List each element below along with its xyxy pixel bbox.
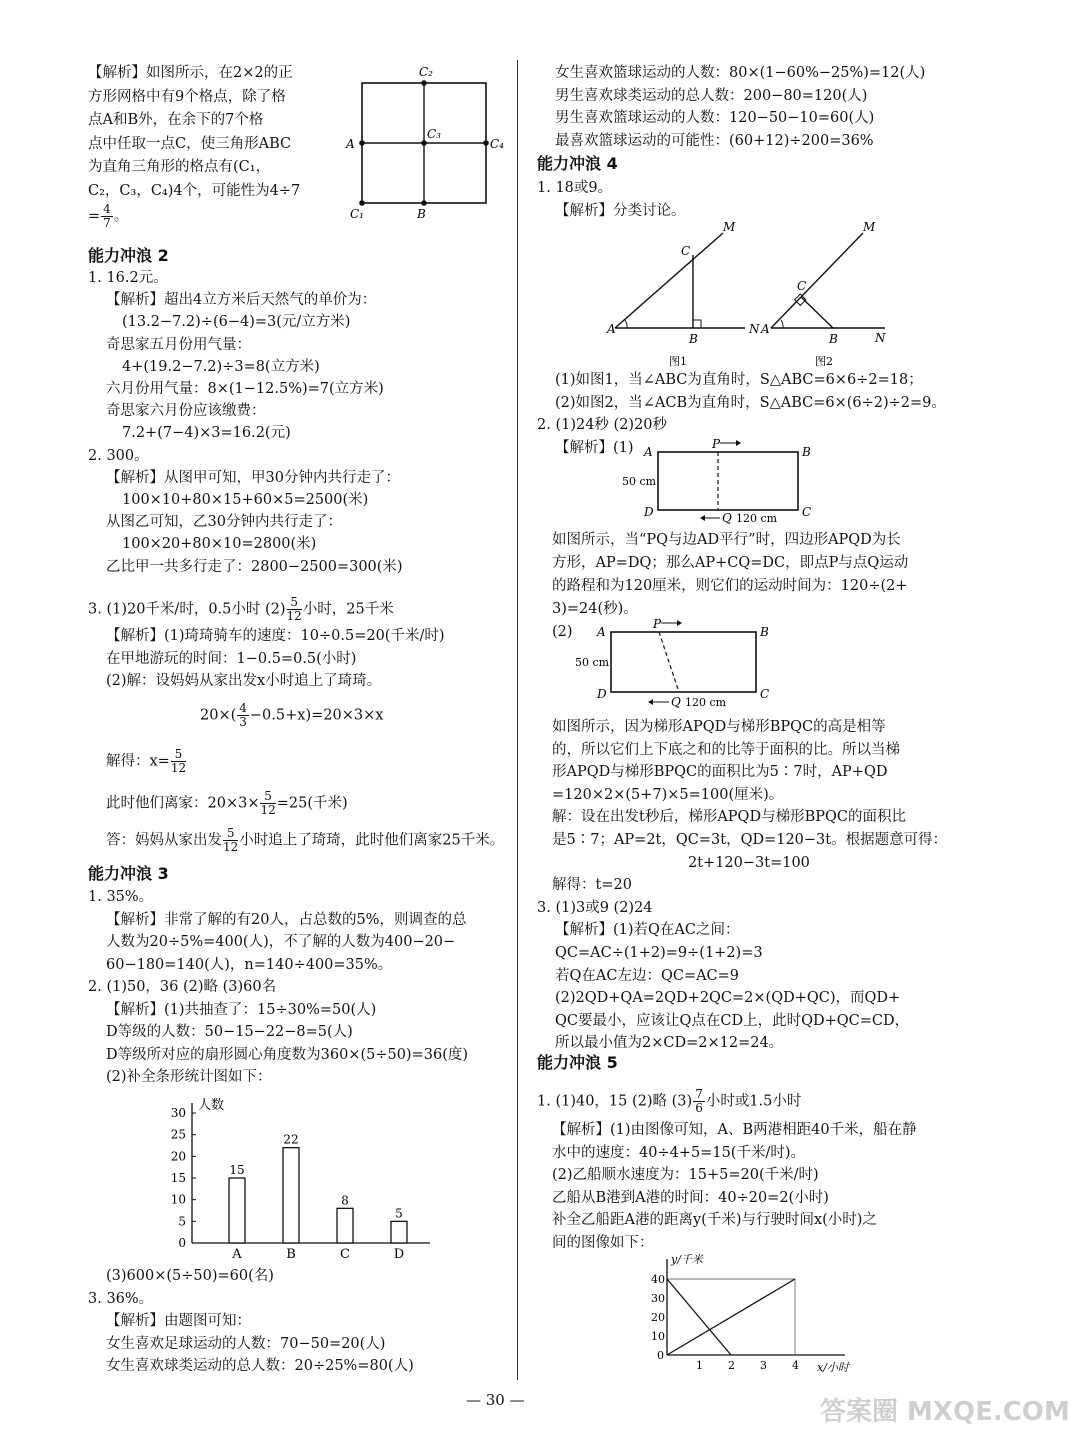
equation-1: 20×( $\frac{4}{3}$ −0.5+x)=20×3×x: [200, 701, 384, 729]
fig2-caption: 图2: [815, 355, 833, 368]
text-line: (13.2−7.2)÷(6−4)=3(元/立方米): [122, 314, 351, 331]
bar-c: [337, 1208, 353, 1243]
text-line: 【解析】从图甲可知，甲30分钟内共行走了：: [106, 469, 400, 486]
solution-x: 解得：x= $\frac{5}{12}$: [106, 747, 187, 775]
svg-text:C: C: [681, 244, 691, 258]
triangle-figures: [605, 215, 905, 375]
text-line: 【解析】分类讨论。: [555, 202, 686, 219]
text-line: 60−180=140(人)，n=140÷400=35%。: [106, 956, 393, 973]
s5-q1-answer: 1. (1)40，15 (2)略 (3) $\frac{7}{6}$ 小时或1.5小时: [537, 1087, 802, 1115]
text-line: (2)2QD+QA=2QD+2QC=2×(QD+QC)，而QD+: [555, 990, 901, 1007]
text-line: (2)如图2，当∠ACB为直角时，S△ABC=6×(6÷2)÷2=9。: [555, 394, 946, 411]
text-line: 【解析】(1): [555, 439, 634, 456]
text-line: 若Q在AC左边：QC=AC=9: [555, 967, 740, 984]
text-line: 所以最小值为2×CD=2×12=24。: [555, 1035, 784, 1052]
text-line: 100×20+80×10=2800(米): [122, 536, 317, 553]
y-tick-label: 15: [170, 1171, 186, 1185]
bar-b: [283, 1148, 299, 1243]
svg-text:N: N: [749, 322, 760, 336]
text-line: 奇思家五月份用气量：: [106, 336, 251, 353]
svg-text:A: A: [644, 445, 653, 459]
svg-text:120 cm: 120 cm: [685, 696, 727, 709]
svg-text:x/小时: x/小时: [817, 1361, 849, 1374]
y-axis-label: 人数: [198, 1098, 225, 1113]
grid-figure: [340, 60, 510, 220]
y-tick-label: 30: [170, 1106, 186, 1120]
text-line: 男生喜欢球类运动的总人数：200−80=120(人): [555, 87, 868, 104]
data-label: 22: [283, 1132, 299, 1147]
svg-text:D: D: [597, 687, 607, 701]
text-line: 2. 300。: [88, 447, 149, 464]
text-line: 【解析】(1)由图像可知，A、B两港相距40千米，船在静: [552, 1122, 917, 1138]
svg-text:D: D: [644, 505, 654, 519]
text-line: 【解析】(1)琦琦骑车的速度：10÷0.5=20(千米/时): [106, 628, 445, 644]
label-c4: C₄: [490, 137, 504, 151]
svg-text:50 cm: 50 cm: [622, 475, 657, 488]
fraction: $\frac{4}{7}$: [103, 202, 111, 230]
text-line: 点A和B外，在余下的7个格: [88, 112, 264, 128]
text-line: 人数为20÷5%=400(人)，不了解的人数为400−20−: [106, 934, 456, 950]
fig1-caption: 图1: [669, 355, 687, 368]
q3-answer: 3. (1)20千米/时，0.5小时 (2) $\frac{5}{12}$ 小时，25千米: [88, 595, 394, 623]
section-title-3: 能力冲浪 3: [88, 864, 169, 883]
svg-text:4: 4: [792, 1359, 799, 1372]
text-line: 1. 35%。: [88, 889, 154, 905]
text-line: 解：设在出发t秒后，梯形APQD与梯形BPQC的面积比: [552, 809, 906, 826]
text-line: 【解析】由题图可知：: [106, 1313, 251, 1329]
text-line: D等级所对应的扇形圆心角度数为360×(5÷50)=36(度): [106, 1046, 469, 1063]
data-label: 8: [341, 1193, 349, 1208]
text-line: 在甲地游玩的时间：1−0.5=0.5(小时): [106, 650, 357, 667]
svg-text:C: C: [760, 687, 770, 701]
svg-text:A: A: [761, 322, 770, 336]
category-label: A: [232, 1247, 242, 1262]
label-b: B: [417, 207, 426, 221]
text-line: 4+(19.2−7.2)÷3=8(立方米): [122, 358, 320, 375]
text-line: 形APQD与梯形BPQC的面积比为5∶7时，AP+QD: [552, 764, 888, 781]
text-line: 解得：t=20: [552, 877, 632, 894]
y-tick-label: 0: [178, 1236, 186, 1250]
svg-text:P: P: [712, 437, 721, 451]
text-line: 100×10+80×15+60×5=2500(米): [122, 492, 369, 508]
page-number: — 30 —: [466, 1391, 525, 1409]
rectangle-figure-2: [573, 616, 773, 716]
text-line: 点中任取一点C，使三角形ABC: [88, 135, 292, 152]
rectangle-figure-1: [620, 437, 820, 530]
y-tick-label: 10: [170, 1192, 186, 1207]
text-line: 1. 18或9。: [537, 180, 613, 196]
y-tick-label: 20: [170, 1149, 186, 1164]
bar-chart: [150, 1090, 450, 1270]
final-answer: 答：妈妈从家出发 $\frac{5}{12}$ 小时追上了琦琦，此时他们离家25千米。: [106, 826, 505, 854]
line-graph: [645, 1255, 855, 1375]
svg-text:P: P: [653, 617, 662, 631]
svg-text:A: A: [597, 625, 606, 639]
text-line: 2t+120−3t=100: [688, 854, 810, 871]
svg-text:120 cm: 120 cm: [736, 512, 778, 525]
text-line: (3)600×(5÷50)=60(名): [106, 1268, 274, 1284]
text-line: 【解析】非常了解的有20人，占总数的5%，则调查的总: [106, 911, 467, 928]
text-line: 最喜欢篮球运动的可能性：(60+12)÷200=36%: [555, 132, 874, 149]
svg-text:Q: Q: [671, 695, 681, 709]
label-c3: C₃: [427, 127, 441, 141]
svg-text:C: C: [797, 279, 807, 293]
section-title-2: 能力冲浪 2: [88, 246, 169, 265]
text-line: 的路程和为120厘米，则它们的运动时间为：120÷(2+: [552, 578, 908, 594]
text-line: 3)=24(秒)。: [552, 601, 638, 617]
svg-text:3: 3: [760, 1359, 767, 1372]
svg-text:B: B: [760, 625, 769, 639]
svg-text:A: A: [607, 322, 616, 336]
text-line: D等级的人数：50−15−22−8=5(人): [106, 1024, 353, 1040]
svg-text:50 cm: 50 cm: [575, 656, 610, 669]
text-line: 3. 36%。: [88, 1290, 154, 1307]
svg-text:B: B: [689, 332, 698, 346]
text-line: 3. (1)3或9 (2)24: [537, 899, 653, 916]
data-label: 15: [229, 1163, 245, 1177]
text-line: QC=AC÷(1+2)=9÷(1+2)=3: [555, 945, 763, 961]
text-line: (2)补全条形统计图如下：: [106, 1069, 272, 1085]
part-2-label: (2): [552, 624, 573, 640]
y-tick-label: 25: [170, 1127, 186, 1142]
text-line: =120×2×(5+7)×5=100(厘米)。: [552, 786, 784, 803]
svg-text:20: 20: [651, 1311, 665, 1324]
text-line: 7.2+(7−4)×3=16.2(元): [122, 425, 291, 442]
label-c1: C₁: [350, 207, 364, 221]
svg-text:1: 1: [696, 1359, 703, 1372]
text-line: 女生喜欢足球运动的人数：70−50=20(人): [106, 1335, 386, 1352]
text-line: 乙船从B港到A港的时间：40÷20=2(小时): [552, 1189, 829, 1206]
section-title-5: 能力冲浪 5: [537, 1053, 618, 1072]
text-line: 六月份用气量：8×(1−12.5%)=7(立方米): [106, 381, 384, 397]
text-line: 的，所以它们上下底之和的比等于面积的比。所以当梯: [552, 741, 900, 758]
svg-text:y/千米: y/千米: [671, 1253, 703, 1266]
text-line: 是5∶7；AP=2t，QC=3t，QD=120−3t。根据题意可得：: [552, 832, 948, 848]
text-line: 水中的速度：40÷4+5=15(千米/时)。: [552, 1144, 805, 1161]
intro-result: = $\frac{4}{7}$ 。: [88, 202, 129, 230]
svg-text:30: 30: [651, 1292, 665, 1305]
svg-text:2: 2: [728, 1359, 735, 1372]
bar-a: [229, 1178, 245, 1243]
category-label: B: [286, 1247, 296, 1262]
text-line: (2)乙船顺水速度为：15+5=20(千米/时): [552, 1167, 819, 1183]
svg-text:B: B: [829, 332, 838, 346]
text-line: 为直角三角形的格点有(C₁，: [88, 159, 271, 175]
text-line: 【解析】(1)共抽查了：15÷30%=50(人): [106, 1001, 377, 1018]
text-line: 男生喜欢篮球运动的人数：120−50−10=60(人): [555, 110, 875, 126]
text-line: 女生喜欢球类运动的总人数：20÷25%=80(人): [106, 1358, 414, 1374]
text-line: 间的图像如下：: [552, 1234, 654, 1251]
svg-text:Q: Q: [722, 511, 732, 525]
svg-text:B: B: [802, 445, 811, 459]
text-line: (1)如图1，当∠ABC为直角时，S△ABC=6×6÷2=18；: [555, 372, 923, 388]
column-divider: [517, 60, 518, 1380]
svg-text:M: M: [863, 220, 876, 234]
text-line: 奇思家六月份应该缴费：: [106, 403, 266, 420]
y-tick-label: 5: [178, 1214, 186, 1229]
text-line: 2. (1)24秒 (2)20秒: [537, 417, 668, 433]
svg-text:M: M: [723, 220, 736, 234]
watermark: 答案圈 MXQE.COM: [820, 1397, 1070, 1427]
text-line: 1. 16.2元。: [88, 270, 168, 286]
text-line: 【解析】(1)若Q在AC之间：: [555, 922, 740, 939]
label-c2: C₂: [419, 65, 433, 79]
data-label: 5: [395, 1206, 403, 1221]
svg-text:C: C: [802, 505, 812, 519]
category-label: D: [393, 1247, 405, 1262]
distance-line: 此时他们离家：20×3× $\frac{5}{12}$ =25(千米): [106, 789, 348, 817]
text-line: 方形网格中有9个格点，除了格: [88, 88, 286, 105]
text-line: 【解析】超出4立方米后天然气的单价为：: [106, 292, 377, 309]
section-title-4: 能力冲浪 4: [537, 154, 618, 173]
bar-d: [391, 1221, 407, 1243]
text-line: 补全乙船距A港的距离y(千米)与行驶时间x(小时)之: [552, 1212, 877, 1228]
svg-text:N: N: [875, 331, 886, 345]
text-line: (2)解：设妈妈从家出发x小时追上了琦琦。: [106, 673, 382, 689]
text-line: 【解析】如图所示，在2×2的正: [88, 65, 293, 81]
text-line: 如图所示，因为梯形APQD与梯形BPQC的高是相等: [552, 719, 886, 735]
text-line: 从图乙可知，乙30分钟内共行走了：: [106, 514, 342, 531]
text-line: QC要最小，应该让Q点在CD上，此时QD+QC=CD，: [555, 1012, 910, 1029]
text-line: C₂，C₃，C₄)4个，可能性为4÷7: [88, 182, 301, 199]
svg-text:0: 0: [657, 1349, 664, 1362]
text-line: 乙比甲一共多行走了：2800−2500=300(米): [106, 558, 403, 575]
text-line: 2. (1)50，36 (2)略 (3)60名: [88, 979, 277, 995]
text-line: 方形，AP=DQ；那么AP+CQ=DC，即点P与点Q运动: [552, 555, 909, 571]
label-a: A: [346, 137, 355, 151]
svg-text:40: 40: [651, 1273, 665, 1286]
category-label: C: [340, 1247, 350, 1262]
text-line: 如图所示，当“PQ与边AD平行”时，四边形APQD为长: [552, 532, 901, 548]
svg-text:10: 10: [651, 1330, 665, 1343]
text-line: 女生喜欢篮球运动的人数：80×(1−60%−25%)=12(人): [555, 65, 926, 81]
